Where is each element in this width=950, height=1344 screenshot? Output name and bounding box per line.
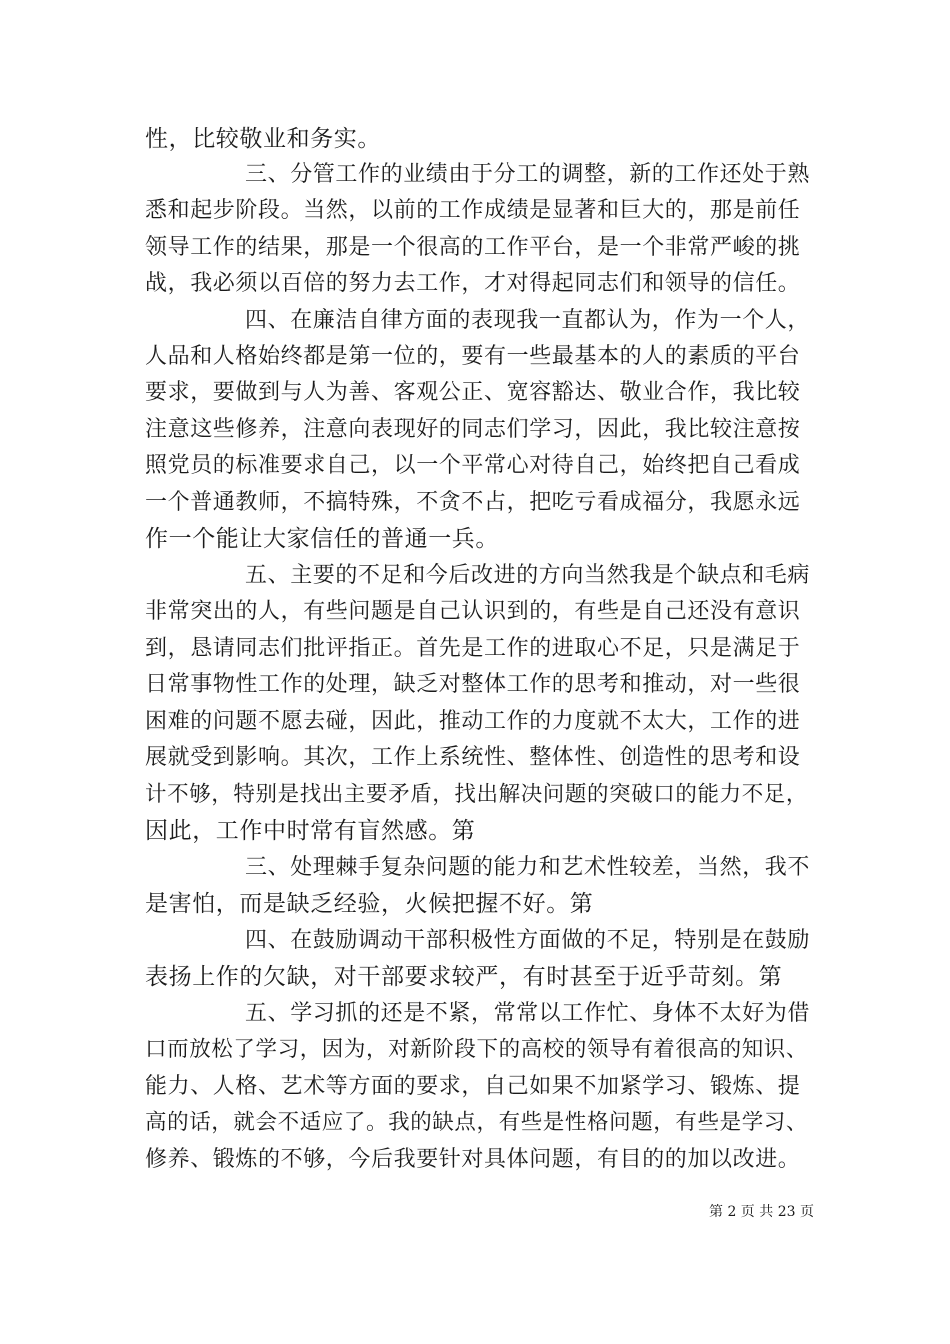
body-line: 五、主要的不足和今后改进的方向当然我是个缺点和毛病 <box>245 563 811 588</box>
body-line: 要求，要做到与人为善、客观公正、宽容豁达、敬业合作，我比较 <box>145 380 801 405</box>
body-line: 作一个能让大家信任的普通一兵。 <box>145 526 499 552</box>
body-line: 四、在鼓励调动干部积极性方面做的不足，特别是在鼓励 <box>245 928 811 953</box>
body-line: 四、在廉洁自律方面的表现我一直都认为，作为一个人， <box>245 308 811 333</box>
body-line: 领导工作的结果，那是一个很高的工作平台，是一个非常严峻的挑 <box>145 235 801 260</box>
page-number-footer: 第 2 页 共 23 页 <box>709 1204 814 1220</box>
body-line: 高的话，就会不适应了。我的缺点，有些是性格问题，有些是学习、 <box>145 1110 809 1135</box>
body-line: 五、学习抓的还是不紧，常常以工作忙、身体不太好为借 <box>245 1001 811 1026</box>
body-line: 困难的问题不愿去碰，因此，推动工作的力度就不太大，工作的进 <box>145 709 801 734</box>
body-line: 展就受到影响。其次，工作上系统性、整体性、创造性的思考和设 <box>145 745 801 770</box>
body-line: 修养、锻炼的不够，今后我要针对具体问题，有目的的加以改进。 <box>145 1147 801 1172</box>
body-line: 计不够，特别是找出主要矛盾，找出解决问题的突破口的能力不足， <box>145 782 809 807</box>
body-line: 照党员的标准要求自己，以一个平常心对待自己，始终把自己看成 <box>145 453 801 478</box>
body-line: 战，我必须以百倍的努力去工作，才对得起同志们和领导的信任。 <box>145 271 801 296</box>
body-line: 性，比较敬业和务实。 <box>145 126 381 152</box>
body-line: 能力、人格、艺术等方面的要求，自己如果不加紧学习、锻炼、提 <box>145 1074 801 1099</box>
body-line: 表扬上作的欠缺，对干部要求较严，有时甚至于近乎苛刻。第 <box>145 964 783 990</box>
body-line: 日常事物性工作的处理，缺乏对整体工作的思考和推动，对一些很 <box>145 672 801 697</box>
body-line: 人品和人格始终都是第一位的，要有一些最基本的人的素质的平台 <box>145 344 801 369</box>
body-line: 非常突出的人，有些问题是自己认识到的，有些是自己还没有意识 <box>145 599 801 624</box>
body-line: 三、分管工作的业绩由于分工的调整，新的工作还处于熟 <box>245 162 811 187</box>
body-line: 悉和起步阶段。当然，以前的工作成绩是显著和巨大的，那是前任 <box>145 198 801 223</box>
body-line: 口而放松了学习，因为，对新阶段下的高校的领导有着很高的知识、 <box>145 1037 809 1062</box>
body-line: 到，恳请同志们批评指正。首先是工作的进取心不足，只是满足于 <box>145 636 801 661</box>
body-line: 是害怕，而是缺乏经验，火候把握不好。第 <box>145 891 594 917</box>
body-line: 一个普通教师，不搞特殊，不贪不占，把吃亏看成福分，我愿永远 <box>145 490 801 515</box>
body-line: 因此，工作中时常有盲然感。第 <box>145 818 476 844</box>
body-line: 注意这些修养，注意向表现好的同志们学习，因此，我比较注意按 <box>145 417 801 442</box>
body-line: 三、处理棘手复杂问题的能力和艺术性较差，当然，我不 <box>245 855 811 880</box>
